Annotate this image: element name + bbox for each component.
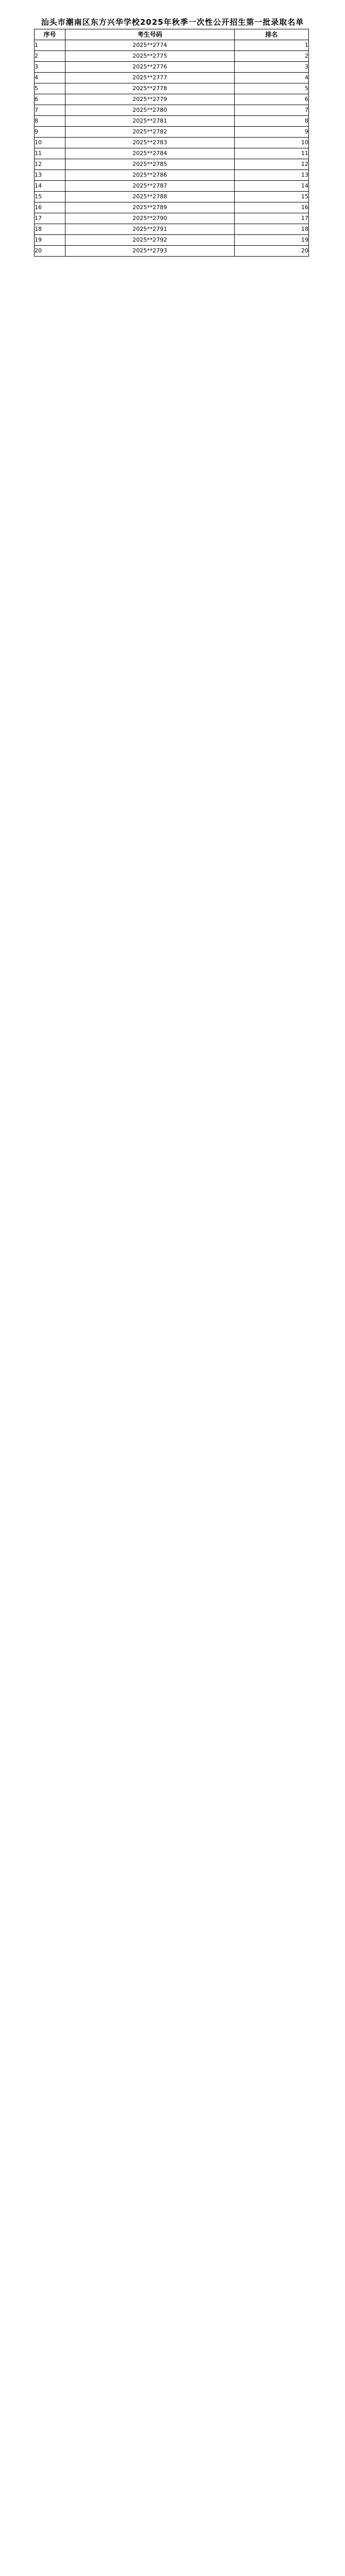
row-rank: 8 [235,116,309,127]
document-title: 汕头市潮南区东方兴华学校2025年秋季一次性公开招生第一批录取名单 [41,18,304,27]
row-seq: 19 [35,235,65,246]
table-body [35,40,309,257]
table-row [35,192,309,202]
table-row [35,138,309,148]
row-rank: 4 [235,73,309,83]
table-row [35,51,309,62]
row-seq: 4 [35,73,65,83]
row-seq: 5 [35,83,65,94]
row-seq: 2 [35,51,65,62]
table-row [35,105,309,116]
row-candidate-id: 2025**2792 [65,235,235,246]
row-seq: 10 [35,138,65,148]
row-rank: 19 [235,235,309,246]
row-candidate-id: 2025**2790 [65,213,235,224]
row-candidate-id: 2025**2793 [65,246,235,257]
table-row [35,94,309,105]
row-rank: 18 [235,224,309,235]
table-row [35,202,309,213]
row-candidate-id: 2025**2783 [65,138,235,148]
row-seq: 15 [35,192,65,202]
row-rank: 7 [235,105,309,116]
row-rank: 13 [235,170,309,181]
row-candidate-id: 2025**2775 [65,51,235,62]
table-row [35,62,309,73]
row-rank: 12 [235,159,309,170]
row-rank: 3 [235,62,309,73]
row-seq: 17 [35,213,65,224]
table-row [35,159,309,170]
row-candidate-id: 2025**2784 [65,148,235,159]
row-rank: 6 [235,94,309,105]
row-seq: 18 [35,224,65,235]
row-candidate-id: 2025**2786 [65,170,235,181]
row-candidate-id: 2025**2788 [65,192,235,202]
admission-table [34,29,309,257]
table-row [35,170,309,181]
row-rank: 2 [235,51,309,62]
row-seq: 12 [35,159,65,170]
table-header-row [35,29,309,40]
table-row [35,213,309,224]
row-rank: 5 [235,83,309,94]
row-rank: 9 [235,127,309,138]
row-candidate-id: 2025**2785 [65,159,235,170]
table-row [35,224,309,235]
table-row [35,246,309,257]
row-rank: 15 [235,192,309,202]
row-rank: 17 [235,213,309,224]
table-row [35,181,309,192]
row-candidate-id: 2025**2781 [65,116,235,127]
row-seq: 3 [35,62,65,73]
row-rank: 16 [235,202,309,213]
row-rank: 11 [235,148,309,159]
table-row [35,40,309,51]
table-row [35,73,309,83]
row-candidate-id: 2025**2787 [65,181,235,192]
row-candidate-id: 2025**2789 [65,202,235,213]
row-seq: 8 [35,116,65,127]
row-candidate-id: 2025**2774 [65,40,235,51]
row-seq: 1 [35,40,65,51]
row-seq: 20 [35,246,65,257]
row-candidate-id: 2025**2777 [65,73,235,83]
row-rank: 10 [235,138,309,148]
row-seq: 16 [35,202,65,213]
row-candidate-id: 2025**2779 [65,94,235,105]
header-seq: 序号 [35,29,65,40]
row-seq: 9 [35,127,65,138]
row-seq: 7 [35,105,65,116]
row-seq: 11 [35,148,65,159]
row-seq: 13 [35,170,65,181]
row-candidate-id: 2025**2782 [65,127,235,138]
table-row [35,148,309,159]
table-row [35,83,309,94]
row-candidate-id: 2025**2776 [65,62,235,73]
row-candidate-id: 2025**2778 [65,83,235,94]
row-seq: 14 [35,181,65,192]
row-rank: 14 [235,181,309,192]
row-candidate-id: 2025**2791 [65,224,235,235]
table-row [35,116,309,127]
row-rank: 1 [235,40,309,51]
row-seq: 6 [35,94,65,105]
header-id: 考生号码 [65,29,235,40]
table-row [35,235,309,246]
row-rank: 20 [235,246,309,257]
row-candidate-id: 2025**2780 [65,105,235,116]
header-rank: 排名 [235,29,309,40]
table-row [35,127,309,138]
